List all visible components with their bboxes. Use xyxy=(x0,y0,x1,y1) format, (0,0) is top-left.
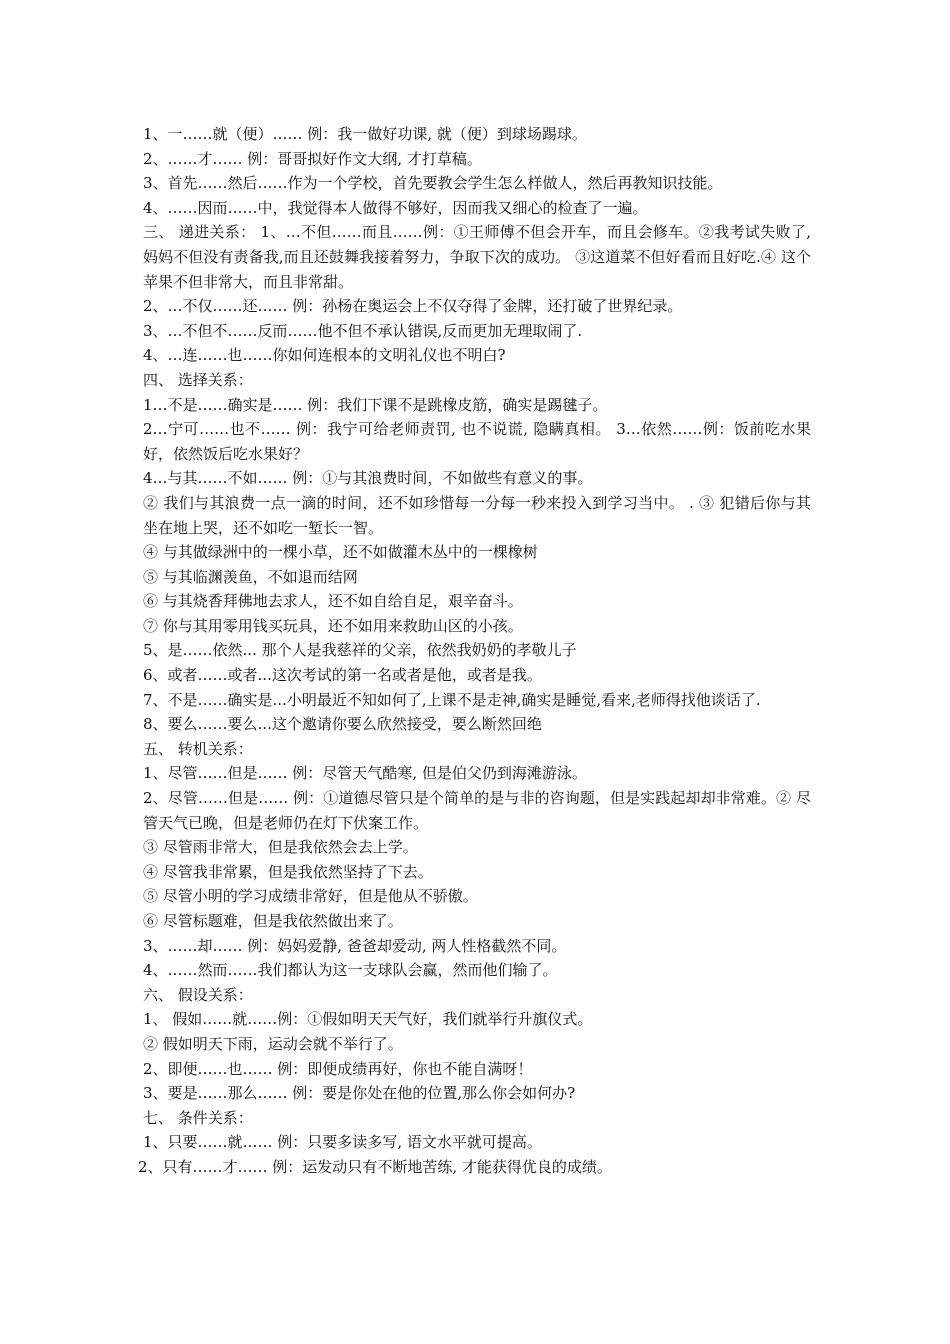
section-heading: 六、 假设关系： xyxy=(143,985,253,1004)
text-line: 4、…连……也……你如何连根本的文明礼仪也不明白? xyxy=(143,346,506,365)
text-line: 1、尽管……但是…… 例：尽管天气酷寒, 但是伯父仍到海滩游泳。 xyxy=(143,764,587,783)
text-line: 8、要么……要么...这个邀请你要么欣然接受，要么断然回绝 xyxy=(143,715,542,734)
text-line: ④ 与其做绿洲中的一棵小草，还不如做灌木丛中的一棵橡树 xyxy=(143,543,538,562)
text-line: 1、 假如……就……例：①假如明天天气好，我们就举行升旗仪式。 xyxy=(143,1010,593,1029)
text-line: ⑥ 尽管标题难，但是我依然做出来了。 xyxy=(143,912,403,930)
text-line: ② 假如明天下雨，运动会就不举行了。 xyxy=(143,1034,403,1053)
section-heading: 七、 条件关系： xyxy=(143,1108,253,1127)
text-line: 3、首先……然后……作为一个学校，首先要教会学生怎么样做人，然后再教知识技能。 xyxy=(143,174,723,193)
text-line: 4、……然而……我们都认为这一支球队会赢，然而他们输了。 xyxy=(143,961,558,980)
text-line: 3、…不但不……反而……他不但不承认错误,反而更加无理取闹了. xyxy=(143,321,583,340)
text-line: 2、只有……才…… 例：运发动只有不断地苦练, 才能获得优良的成绩。 xyxy=(138,1157,612,1176)
text-line: 4…与其……不如…… 例：①与其浪费时间，不如做些有意义的事。 xyxy=(143,469,593,488)
text-line: ④ 尽管我非常累，但是我依然坚持了下去。 xyxy=(143,862,433,881)
text-line: 2、…不仅……还…… 例：孙杨在奥运会上不仅夺得了金牌，还打破了世界纪录。 xyxy=(143,297,683,316)
document-body xyxy=(138,122,811,1180)
text-line: 4、……因而……中，我觉得本人做得不够好，因而我又细心的检查了一遍。 xyxy=(143,198,648,217)
text-line: ⑤ 与其临渊羡鱼，不如退而结网 xyxy=(143,567,358,586)
text-line: 5、是……依然... 那个人是我慈祥的父亲，依然我奶奶的孝敬儿子 xyxy=(143,641,577,660)
text-paragraph: ② 我们与其浪费一点一滴的时间，还不如珍惜每一分每一秒来投入到学习当中。 . ③ 犯错后你与其坐在地上哭，还不如吃一堑长一智。 xyxy=(143,493,811,537)
text-line: 1、一……就（便）…… 例：我一做好功课, 就（便）到球场踢球。 xyxy=(143,125,587,143)
text-line: 3、……却…… 例：妈妈爱静, 爸爸却爱动, 两人性格截然不同。 xyxy=(143,936,567,955)
text-paragraph: 7、不是……确实是...小明最近不知如何了,上课不是走神,确实是睡觉,看来,老师得找他谈话了. xyxy=(143,690,761,709)
text-line: ⑥ 与其烧香拜佛地去求人，还不如自给自足，艰辛奋斗。 xyxy=(143,592,523,611)
text-paragraph: 2、尽管……但是…… 例：①道德尽管只是个简单的是与非的咨询题，但是实践起却却非常难。② 尽管天气已晚，但是老师仍在灯下伏案工作。 xyxy=(143,789,811,832)
text-line: 2、……才…… 例：哥哥拟好作文大纲, 才打草稿。 xyxy=(143,149,482,168)
text-line: 2、即便……也…… 例：即便成绩再好，你也不能自满呀！ xyxy=(143,1059,533,1078)
text-line: ⑦ 你与其用零用钱买玩具，还不如用来救助山区的小孩。 xyxy=(143,616,523,635)
section-heading: 四、 选择关系： xyxy=(143,370,253,389)
section-heading: 五、 转机关系： xyxy=(143,739,253,758)
text-line: ③ 尽管雨非常大，但是我依然会去上学。 xyxy=(143,838,418,857)
text-line: 6、或者……或者...这次考试的第一名或者是他，或者是我。 xyxy=(143,666,542,685)
text-line: 3、要是……那么…… 例：要是你处在他的位置,那么你会如何办? xyxy=(143,1084,576,1103)
text-line: ⑤ 尽管小明的学习成绩非常好，但是他从不骄傲。 xyxy=(143,887,478,906)
text-line: 1…不是……确实是…… 例：我们下课不是跳橡皮筋，确实是踢毽子。 xyxy=(143,395,608,414)
text-paragraph: 2…宁可……也不…… 例：我宁可给老师责罚, 也不说谎, 隐瞒真相。 3…依然……例：饭前吃水果好，依然饭后吃水果好？ xyxy=(143,420,811,463)
text-paragraph: 三、 递进关系： 1、…不但……而且……例：①王师傅不但会开车，而且会修车。②我考试失败了,妈妈不但没有责备我,而且还鼓舞我接着努力，争取下次的成功。 ③这道菜不但好看而且好吃.④ 这个苹果不但非常大，而且非常甜。 xyxy=(143,223,811,291)
text-line: 1、只要……就…… 例：只要多读多写, 语文水平就可提高。 xyxy=(143,1133,542,1152)
